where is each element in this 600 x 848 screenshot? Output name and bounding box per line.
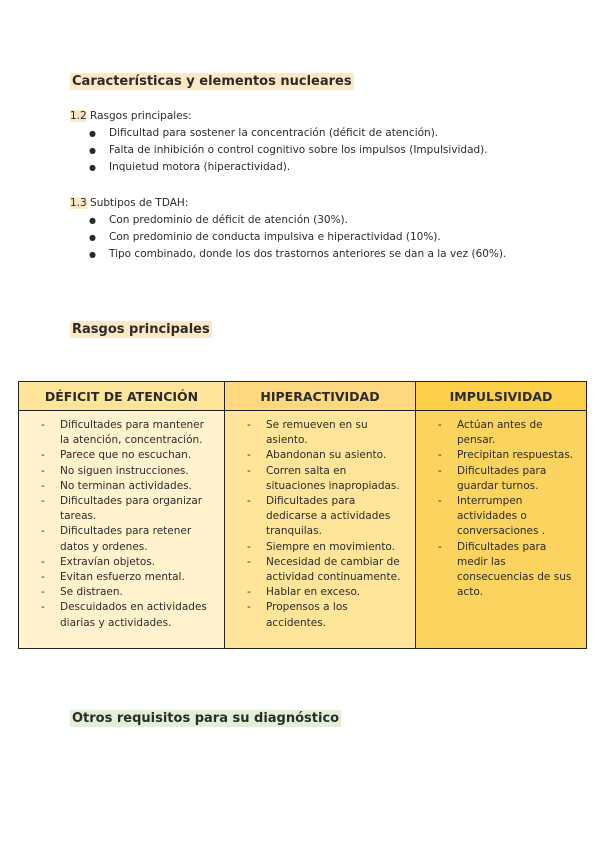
section-rasgos-title xyxy=(70,108,530,125)
list-item: - Siempre en movimiento. xyxy=(243,540,405,555)
list-item: - Abandonan su asiento. xyxy=(243,448,405,463)
list-item: ● Inquietud motora (hiperactividad). xyxy=(70,159,530,176)
cell-deficit-atencion xyxy=(19,411,225,649)
list-item: ● Dificultad para sostener la concentración (déficit de atención). xyxy=(70,125,530,142)
section-number: 1.2 xyxy=(70,110,87,122)
section-subtipos xyxy=(70,195,530,263)
section-number: 1.3 xyxy=(70,197,87,209)
list-item: - No siguen instrucciones. xyxy=(37,464,214,479)
list-item: - Dificultades para retener datos y ordenes. xyxy=(37,524,214,554)
table-row xyxy=(19,411,587,649)
header-deficit-atencion: DÉFICIT DE ATENCIÓN xyxy=(19,382,225,411)
heading-rasgos: Rasgos principales xyxy=(72,322,210,337)
list-item: - Se remueven en su asiento. xyxy=(243,418,405,448)
list-item: ● Con predominio de conducta impulsiva e hiperactividad (10%). xyxy=(70,229,530,246)
cell-impulsividad xyxy=(416,411,587,649)
list-item: - Precipitan respuestas. xyxy=(434,448,576,463)
bullet-list xyxy=(70,125,530,176)
rasgos-table xyxy=(18,381,587,649)
list-item: - Extravían objetos. xyxy=(37,555,214,570)
list-item: - Dificultades para mantener la atención, concentración. xyxy=(37,418,214,448)
list-item: ● Falta de inhibición o control cognitivo sobre los impulsos (Impulsividad). xyxy=(70,142,530,159)
header-hiperactividad: HIPERACTIVIDAD xyxy=(225,382,416,411)
list-item: - Interrumpen actividades o conversaciones . xyxy=(434,494,576,540)
list-item: - Corren salta en situaciones inapropiadas. xyxy=(243,464,405,494)
list-item: - Hablar en exceso. xyxy=(243,585,405,600)
list-item: - Dificultades para medir las consecuencias de sus acto. xyxy=(434,540,576,601)
list-item: - Propensos a los accidentes. xyxy=(243,600,405,630)
list-item: - Dificultades para guardar turnos. xyxy=(434,464,576,494)
heading-otros-requisitos: Otros requisitos para su diagnóstico xyxy=(72,711,340,726)
list-item: - Parece que no escuchan. xyxy=(37,448,214,463)
section-title: Rasgos principales: xyxy=(90,110,192,122)
list-item: ● Con predominio de déficit de atención (30%). xyxy=(70,212,530,229)
list-item: - Descuidados en actividades diarias y actividades. xyxy=(37,600,214,630)
list-item: ● Tipo combinado, donde los dos trastornos anteriores se dan a la vez (60%). xyxy=(70,246,530,263)
section-rasgos xyxy=(70,108,530,176)
heading-caracteristicas: Características y elementos nucleares xyxy=(72,74,352,89)
list-item: - Actúan antes de pensar. xyxy=(434,418,576,448)
list-item: - Se distraen. xyxy=(37,585,214,600)
bullet-list xyxy=(70,212,530,263)
list-item: - Evitan esfuerzo mental. xyxy=(37,570,214,585)
table-header-row xyxy=(19,382,587,411)
list-item: - Dificultades para organizar tareas. xyxy=(37,494,214,524)
list-item: - Necesidad de cambiar de actividad continuamente. xyxy=(243,555,405,585)
header-impulsividad: IMPULSIVIDAD xyxy=(416,382,587,411)
cell-hiperactividad xyxy=(225,411,416,649)
section-subtipos-title xyxy=(70,195,530,212)
list-item: - Dificultades para dedicarse a actividades tranquilas. xyxy=(243,494,405,540)
list-item: - No terminan actividades. xyxy=(37,479,214,494)
section-title: Subtipos de TDAH: xyxy=(90,197,189,209)
